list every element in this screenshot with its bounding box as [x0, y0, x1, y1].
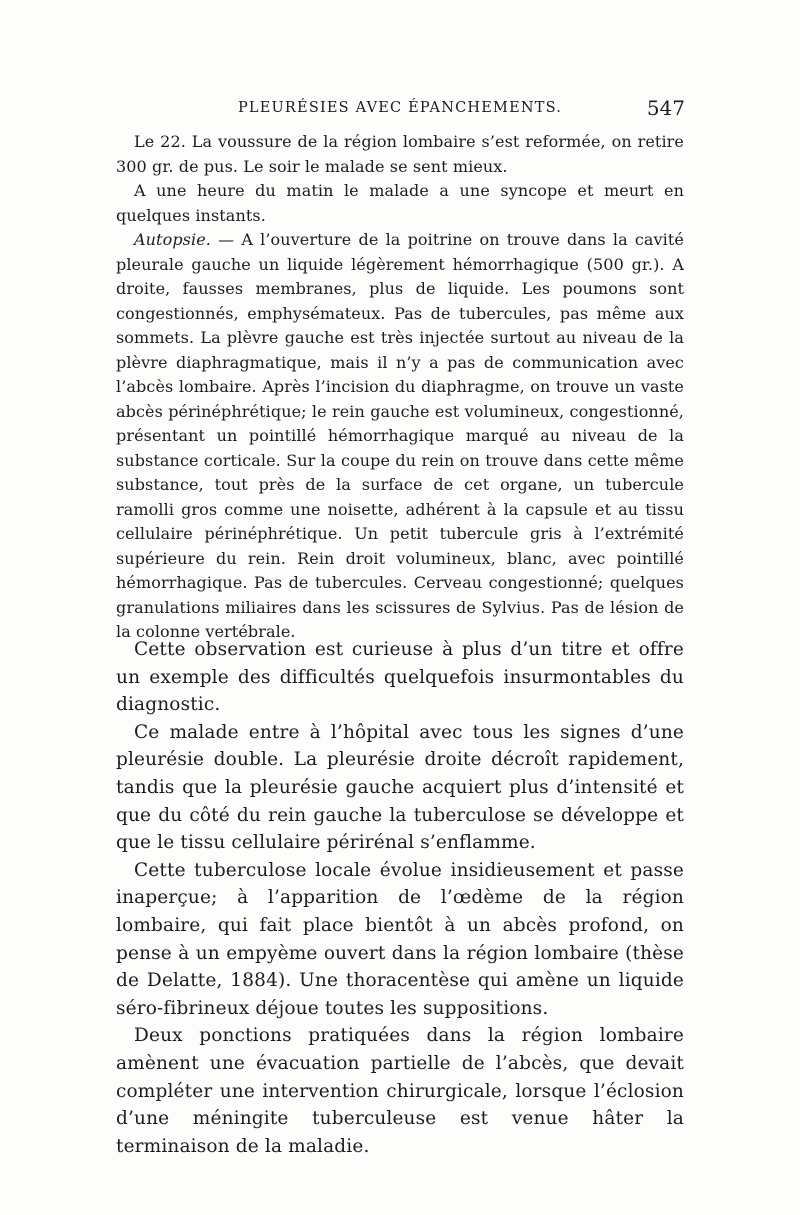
case-notes [116, 130, 684, 645]
page-header [115, 96, 685, 124]
commentary-paragraph-3: Cette tuberculose locale évolue insidieusement et passe inaperçue; à l’apparition de l’œdème de la région lombaire, qui fait place bientôt à un abcès profond, on pense à un empyème ouvert dans la région lombaire (thèse de Delatte, 1884). Une thoracentèse qui amène un liquide séro-fibrineux déjoue toutes les suppositions. [116, 859, 684, 1019]
page-number: 547 [646, 96, 685, 120]
autopsy-paragraph [116, 228, 684, 645]
autopsy-text: — A l’ouverture de la poitrine on trouve dans la cavité pleurale gauche un liquide légèrement hémorrhagique (500 gr.). A droite, fausses membranes, plus de liquide. Les poumons sont congestionnés, emphysémateux. Pas de tubercules, pas même aux sommets. La plèvre gauche est très injectée surtout au niveau de la plèvre diaphragmatique, mais il n’y a pas de communication avec l’abcès lombaire. Après l’incision du diaphragme, on trouve un vaste abcès périnéphrétique; le rein gauche est volumineux, congestionné, présentant un pointillé hémorrhagique marqué au niveau de la substance corticale. Sur la coupe du rein on trouve dans cette même substance, tout près de la surface de cet organe, un tubercule ramolli gros comme une noisette, adhérent à la capsule et au tissu cellulaire périnéphrétique. Un petit tubercule gris à l’extrémité supérieure du rein. Rein droit volumineux, blanc, avec pointillé hémorrhagique. Pas de tubercules. Cerveau congestionné; quelques granulations miliaires dans les scissures de Sylvius. Pas de lésion de la colonne vertébrale. [116, 230, 684, 641]
commentary [116, 636, 684, 1160]
commentary-paragraph-2: Ce malade entre à l’hôpital avec tous les signes d’une pleurésie double. La pleurésie droite décroît rapidement, tandis que la pleurésie gauche acquiert plus d’intensité et que du côté du rein gauche la tuberculose se développe et que le tissu cellulaire périrénal s’enflamme. [116, 721, 684, 854]
commentary-paragraph-4: Deux ponctions pratiquées dans la région lombaire amènent une évacuation partielle de l’abcès, que devait compléter une intervention chirurgicale, lorsque l’éclosion d’une méningite tuberculeuse est venue hâter la terminaison de la maladie. [116, 1025, 684, 1157]
running-head: PLEURÉSIES AVEC ÉPANCHEMENTS. [237, 100, 563, 116]
autopsy-label: Autopsie. [134, 230, 211, 249]
commentary-paragraph-1: Cette observation est curieuse à plus d’un titre et offre un exemple des difficultés quelquefois insurmontables du diagnostic. [116, 639, 684, 716]
case-paragraph-2: A une heure du matin le malade a une syncope et meurt en quelques instants. [116, 181, 684, 225]
case-paragraph-1: Le 22. La voussure de la région lombaire s’est reformée, on retire 300 gr. de pus. Le soir le malade se sent mieux. [116, 132, 684, 176]
